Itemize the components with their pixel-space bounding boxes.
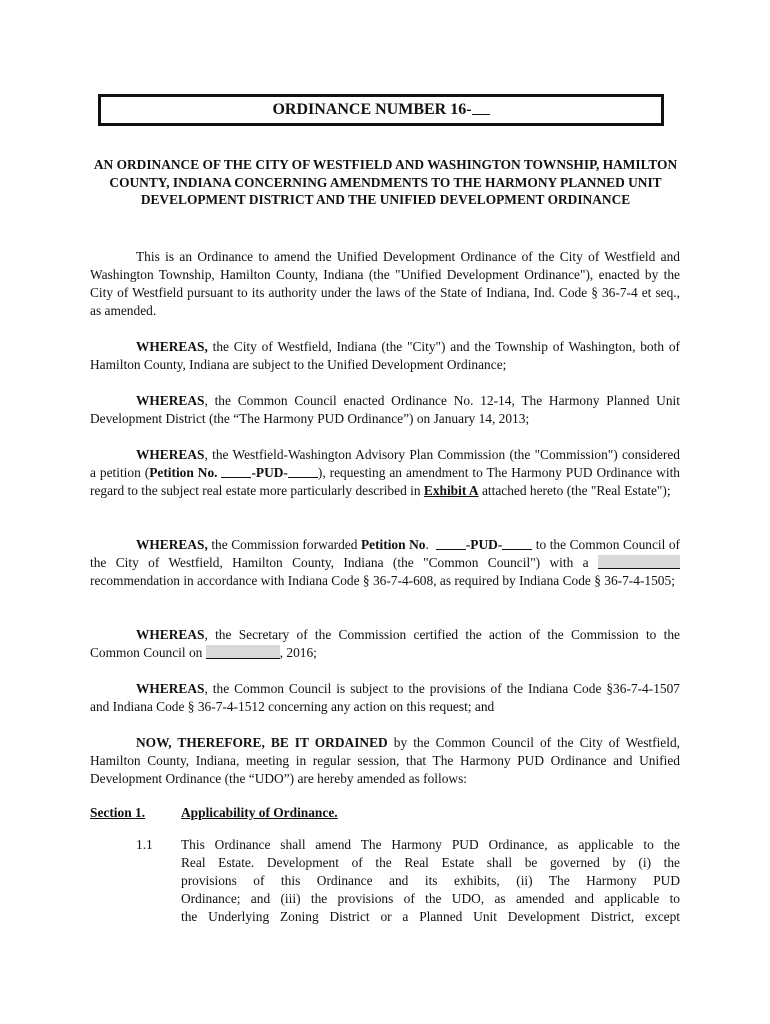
whereas-label: WHEREAS, bbox=[136, 339, 208, 354]
whereas-label: WHEREAS bbox=[136, 627, 205, 642]
whereas-6-text: , the Common Council is subject to the provisions of the Indiana Code §36-7-4-1507 and Indiana Code § 36-7-4-1512 concerning any action on this request; and bbox=[90, 681, 680, 714]
now-therefore-paragraph bbox=[90, 734, 680, 788]
subsection-line: provisions of this Ordinance and its exhibits, (ii) The Harmony PUD bbox=[181, 873, 680, 888]
pud-label: -PUD- bbox=[465, 537, 503, 552]
subsection-1-1-text bbox=[181, 836, 680, 926]
subsection-line: the Underlying Zoning District or a Planned Unit Development District, except bbox=[181, 909, 680, 924]
petition-number-blank-3[interactable] bbox=[436, 537, 466, 550]
petition-no-label: Petition No bbox=[360, 537, 426, 552]
section-1-label: Section 1. bbox=[90, 805, 146, 820]
whereas-4-text-c: recommendation in accordance with Indiana Code § 36-7-4-608, as required by Indiana Code § 36-7-4-1505; bbox=[90, 573, 675, 588]
whereas-label: WHEREAS bbox=[136, 447, 205, 462]
whereas-2-text: , the Common Council enacted Ordinance No. 12-14, The Harmony Planned Unit Development District (the “The Harmony PUD Ordinance”) on January 14, 2013; bbox=[90, 393, 680, 426]
whereas-1-text: the City of Westfield, Indiana (the "City") and the Township of Washington, both of Hamilton County, Indiana are subject to the Unified Development Ordinance; bbox=[90, 339, 680, 372]
whereas-label: WHEREAS bbox=[136, 681, 205, 696]
whereas-paragraph-3 bbox=[90, 446, 680, 500]
whereas-paragraph-6 bbox=[90, 680, 680, 716]
whereas-label: WHEREAS bbox=[136, 393, 205, 408]
petition-number-blank-2[interactable] bbox=[288, 465, 318, 478]
whereas-label: WHEREAS, bbox=[136, 537, 208, 552]
subsection-number: 1.1 bbox=[136, 837, 153, 852]
petition-number-blank-4[interactable] bbox=[502, 537, 532, 550]
pud-label: -PUD- bbox=[251, 465, 288, 480]
subsection-line: Real Estate. Development of the Real Estate shall be governed by (i) the bbox=[181, 855, 680, 870]
ordinance-title: ORDINANCE NUMBER 16- bbox=[272, 101, 472, 118]
whereas-5-text-a: , the Secretary of the Commission certified the action of the Commission to the Common Council on bbox=[90, 627, 680, 660]
recommendation-blank[interactable] bbox=[598, 555, 680, 569]
whereas-4-text-b: to the Common Council of the City of Westfield, Hamilton County, Indiana (the "Common Council") with a bbox=[90, 537, 681, 570]
whereas-3-text-c: attached hereto (the "Real Estate"); bbox=[478, 483, 671, 498]
whereas-paragraph-2 bbox=[90, 392, 680, 428]
whereas-3-text-a: , the Westfield-Washington Advisory Plan Commission (the "Commission") considered a petition ( bbox=[90, 447, 680, 480]
whereas-paragraph-1 bbox=[90, 338, 680, 374]
ordinance-title-box bbox=[98, 94, 664, 126]
whereas-3-text-b: ), requesting an amendment to The Harmony PUD Ordinance with regard to the subject real estate more particularly described in bbox=[90, 465, 680, 498]
whereas-paragraph-5 bbox=[90, 626, 680, 662]
section-1-title: Applicability of Ordinance. bbox=[181, 805, 338, 820]
whereas-4-text-a: the Commission forwarded bbox=[207, 537, 361, 552]
certification-date-blank[interactable] bbox=[206, 645, 280, 659]
exhibit-a-link: Exhibit A bbox=[423, 483, 479, 498]
now-therefore-text: by the Common Council of the City of Westfield, Hamilton County, Indiana, meeting in regular session, that The Harmony PUD Ordinance and Unified Development Ordinance (the “UDO”) are hereby amended as follows: bbox=[90, 735, 681, 786]
petition-number-blank-1[interactable] bbox=[221, 465, 251, 478]
intro-paragraph: This is an Ordinance to amend the Unified Development Ordinance of the City of Westfield and Washington Township, Hamilton County, Indiana (the "Unified Development Ordinance"), enacted by the City of Westfield pursuant to its authority under the laws of the State of Indiana, Ind. Code § 36-7-4 et seq., as amended. bbox=[90, 249, 680, 318]
ordinance-heading: AN ORDINANCE OF THE CITY OF WESTFIELD AND WASHINGTON TOWNSHIP, HAMILTON COUNTY, INDIANA CONCERNING AMENDMENTS TO THE HARMONY PLANNED UNIT DEVELOPMENT DISTRICT AND THE UNIFIED DEVELOPMENT ORDINANCE bbox=[93, 157, 678, 208]
petition-no-label: Petition No. bbox=[149, 465, 218, 480]
ordinance-number-blank[interactable] bbox=[472, 99, 490, 115]
whereas-5-text-b: , 2016; bbox=[279, 645, 317, 660]
subsection-line: This Ordinance shall amend The Harmony PUD Ordinance, as applicable to the bbox=[181, 837, 680, 852]
subsection-line: Ordinance; and (iii) the provisions of the UDO, as amended and applicable to bbox=[181, 891, 680, 906]
whereas-paragraph-4: WHEREAS, the Commission forwarded Petition No. -PUD- to the Common Council of the City of Westfield, Hamilton County, Indiana (the "Common Council") with a recommendation in accordance with Indiana Code § 36-7-4-608, as required by Indiana Code § 36-7-4-1505; bbox=[90, 537, 681, 588]
now-therefore-label: NOW, THEREFORE, BE IT ORDAINED bbox=[136, 735, 388, 750]
